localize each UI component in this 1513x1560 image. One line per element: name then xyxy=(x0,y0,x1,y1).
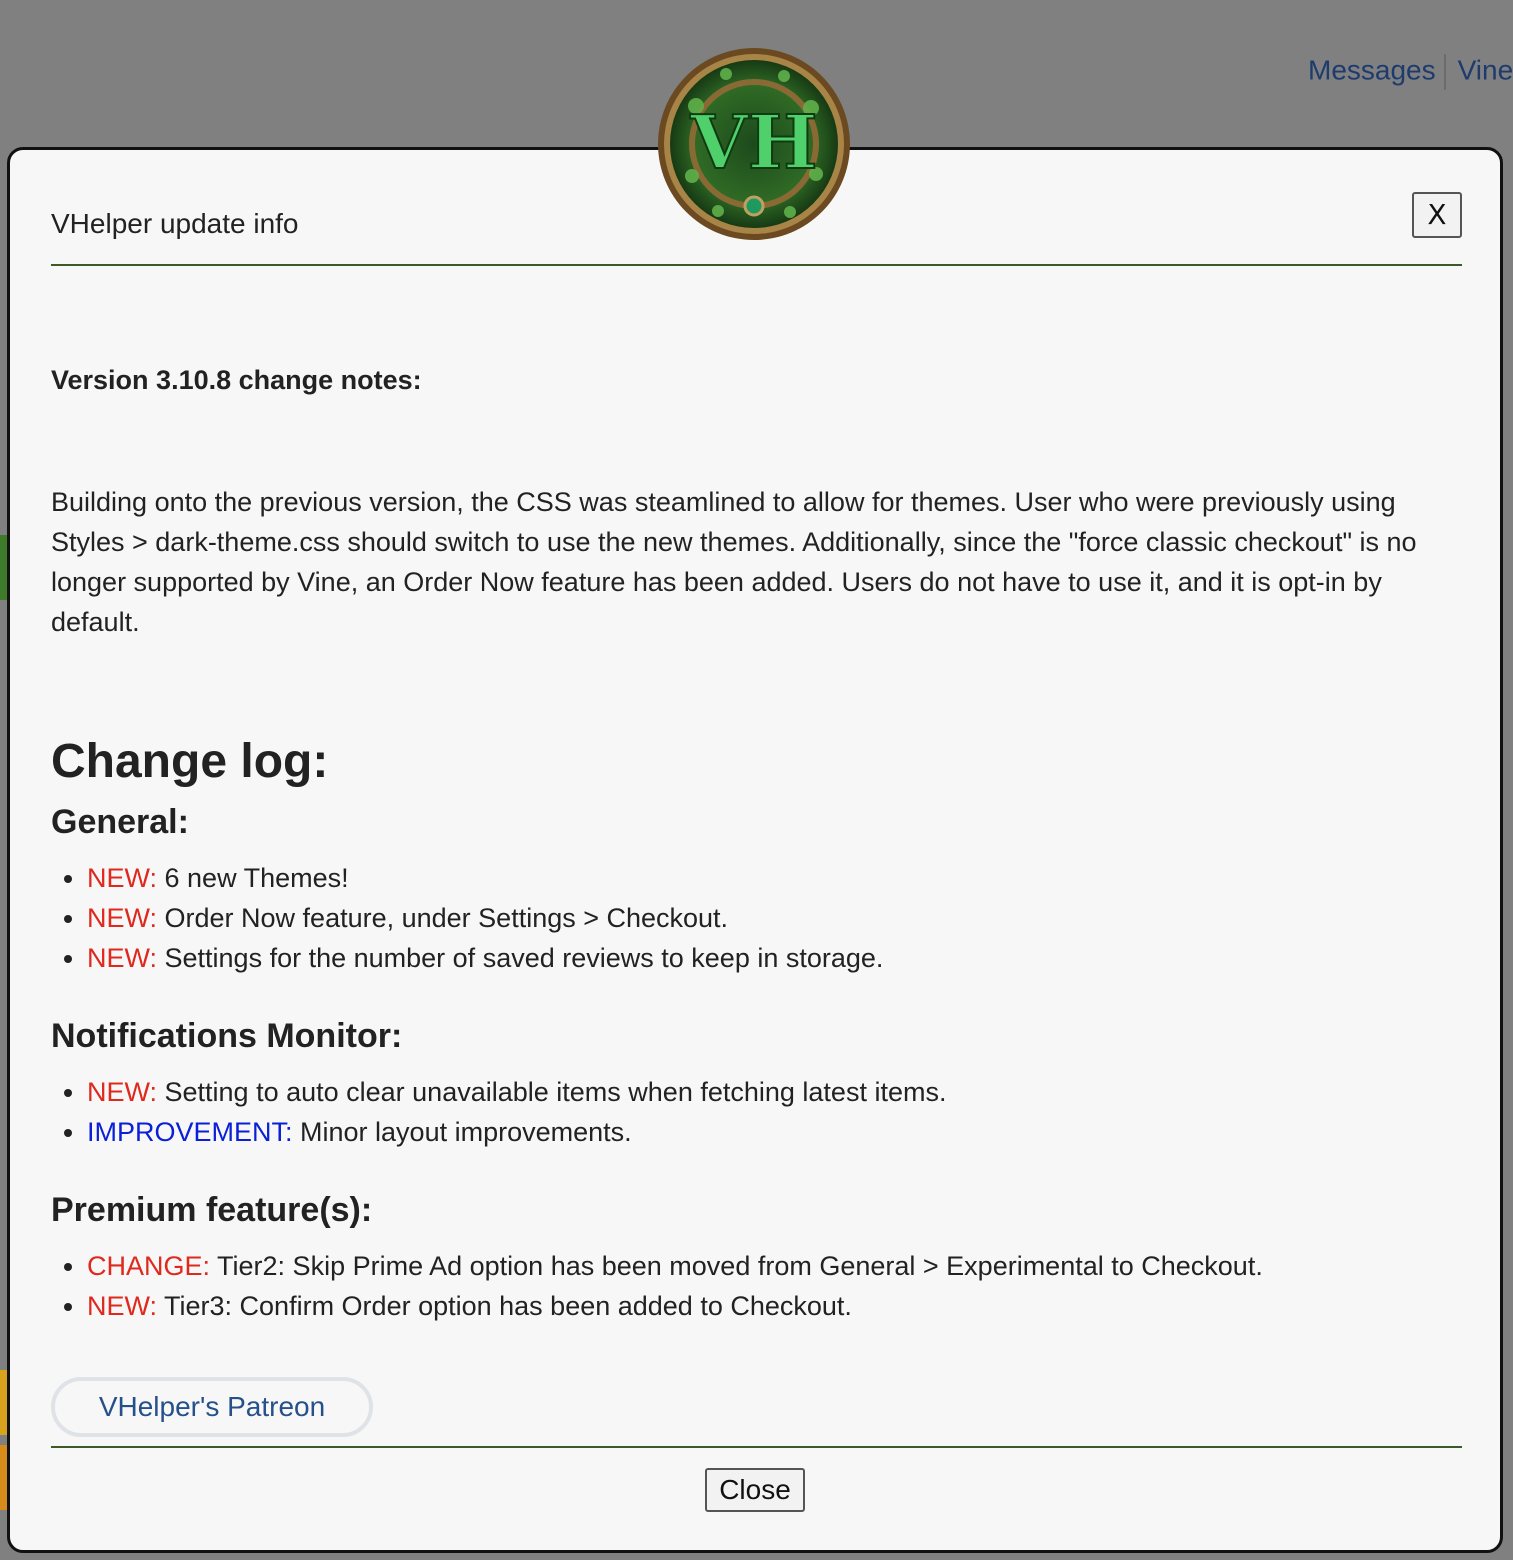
section-notifications-monitor xyxy=(51,1014,1440,1152)
tag-new: NEW: xyxy=(87,943,158,973)
footer-divider xyxy=(51,1446,1462,1448)
changelog-list xyxy=(51,1072,1440,1152)
header-divider xyxy=(51,264,1462,266)
close-button[interactable]: Close xyxy=(705,1468,805,1512)
tag-new: NEW: xyxy=(87,863,158,893)
logo-lettering: VH xyxy=(690,100,818,186)
description-text: Building onto the previous version, the CSS was steamlined to allow for themes. User who were previously using Styles > dark-theme.css should switch to use the new themes. Additionally, since the "force classic checkout" is no longer supported by Vine, an Order Now feature has been added. Users do not have to use it, and it is opt-in by default. xyxy=(51,487,1417,637)
section-premium-features xyxy=(51,1188,1440,1326)
tag-improvement: IMPROVEMENT: xyxy=(87,1117,293,1147)
section-general xyxy=(51,800,1440,978)
tag-new: NEW: xyxy=(87,903,158,933)
changelog-list xyxy=(51,1246,1440,1326)
update-info-modal xyxy=(7,147,1503,1553)
item-text: Settings for the number of saved reviews to keep in storage. xyxy=(157,943,884,973)
list-item xyxy=(87,1112,1440,1152)
list-item xyxy=(87,898,1440,938)
nav-messages-link[interactable]: Messages xyxy=(1308,54,1436,86)
tag-change: CHANGE: xyxy=(87,1251,211,1281)
item-text: Tier3: Confirm Order option has been added to Checkout. xyxy=(157,1291,852,1321)
modal-content xyxy=(51,365,1440,1326)
section-title: Premium feature(s): xyxy=(51,1191,373,1229)
list-item xyxy=(87,938,1440,978)
item-text: Minor layout improvements. xyxy=(292,1117,632,1147)
vh-logo xyxy=(656,46,852,242)
background-nav xyxy=(1308,54,1513,90)
changelog-title: Change log: xyxy=(51,735,329,788)
list-item xyxy=(87,858,1440,898)
list-item xyxy=(87,1286,1440,1326)
list-item xyxy=(87,1246,1440,1286)
item-text: Order Now feature, under Settings > Checkout. xyxy=(157,903,729,933)
item-text: 6 new Themes! xyxy=(157,863,349,893)
nav-vine-link[interactable]: Vine xyxy=(1457,54,1513,86)
section-title: General: xyxy=(51,803,189,841)
version-heading: Version 3.10.8 change notes: xyxy=(51,365,422,395)
item-text: Tier2: Skip Prime Ad option has been moved from General > Experimental to Checkout. xyxy=(210,1251,1263,1281)
modal-title: VHelper update info xyxy=(51,208,299,239)
tag-new: NEW: xyxy=(87,1291,158,1321)
close-x-button[interactable]: X xyxy=(1412,192,1462,238)
changelog-list xyxy=(51,858,1440,978)
list-item xyxy=(87,1072,1440,1112)
patreon-button[interactable]: VHelper's Patreon xyxy=(51,1377,373,1437)
nav-divider xyxy=(1444,54,1446,90)
section-title: Notifications Monitor: xyxy=(51,1017,403,1055)
item-text: Setting to auto clear unavailable items when fetching latest items. xyxy=(157,1077,947,1107)
tag-new: NEW: xyxy=(87,1077,158,1107)
